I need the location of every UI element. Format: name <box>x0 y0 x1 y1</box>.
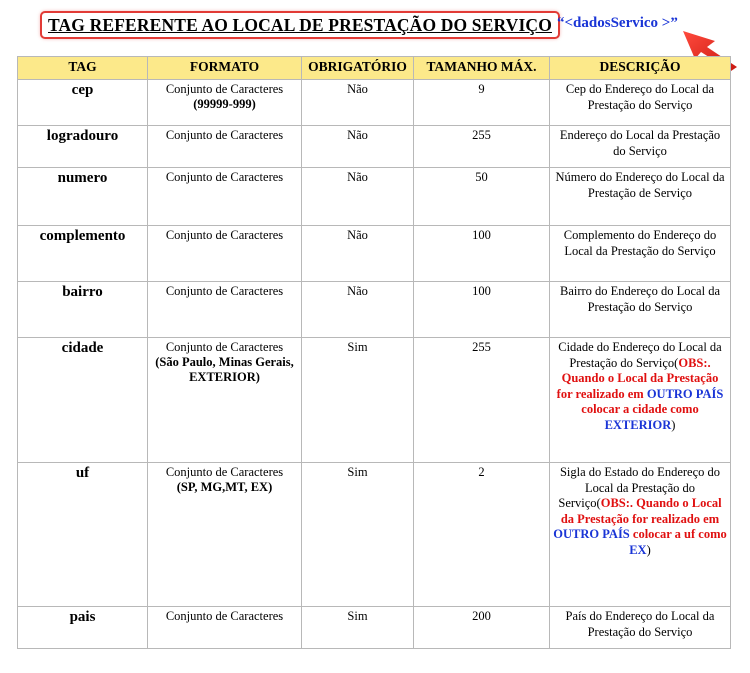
description-text: Cidade do Endereço do Local da Prestação do Serviço( <box>558 340 722 370</box>
header-tag: TAG <box>18 57 148 80</box>
format-text: Conjunto de Caracteres <box>165 465 284 479</box>
tag-reference: “<dadosServico >” <box>557 15 678 31</box>
description-cell <box>550 338 731 463</box>
heading-row <box>0 11 750 41</box>
format-cell <box>148 168 302 226</box>
obs-note: colocar a uf como <box>629 527 727 541</box>
required-cell: Não <box>302 168 414 226</box>
description-cell: Cep do Endereço do Local da Prestação do Serviço <box>550 80 731 126</box>
table-row <box>18 80 731 126</box>
required-cell: Sim <box>302 463 414 607</box>
obs-close: ) <box>646 542 651 557</box>
required-cell: Não <box>302 80 414 126</box>
obs-highlight: EX <box>629 542 647 557</box>
format-cell <box>148 282 302 338</box>
page-edge <box>0 668 750 673</box>
format-cell <box>148 126 302 168</box>
tag-cell: uf <box>18 463 148 607</box>
format-cell <box>148 226 302 282</box>
format-text: Conjunto de Caracteres <box>165 340 284 354</box>
required-cell: Sim <box>302 338 414 463</box>
obs-note: colocar a cidade como <box>581 402 699 416</box>
obs-close: ) <box>671 417 676 432</box>
table-row <box>18 463 731 607</box>
format-text: Conjunto de Caracteres <box>165 170 284 184</box>
description-text: Sigla do Estado do Endereço do Local da Prestação do Serviço( <box>558 465 721 510</box>
required-cell: Não <box>302 282 414 338</box>
max-size-cell: 9 <box>414 80 550 126</box>
tag-cell: numero <box>18 168 148 226</box>
format-cell <box>148 607 302 649</box>
header-format: FORMATO <box>148 57 302 80</box>
header-description: DESCRIÇÃO <box>550 57 731 80</box>
tag-cell: complemento <box>18 226 148 282</box>
tag-cell: cep <box>18 80 148 126</box>
max-size-cell: 100 <box>414 282 550 338</box>
format-text: Conjunto de Caracteres <box>165 228 284 242</box>
max-size-cell: 200 <box>414 607 550 649</box>
tag-cell: logradouro <box>18 126 148 168</box>
format-cell <box>148 463 302 607</box>
table-row <box>18 226 731 282</box>
obs-note: OBS:. Quando o Local da Prestação for realizado em <box>560 496 722 526</box>
format-cell <box>148 338 302 463</box>
description-cell: País do Endereço do Local da Prestação do Serviço <box>550 607 731 649</box>
obs-highlight: OUTRO PAÍS <box>553 527 630 541</box>
header-max-size: TAMANHO MÁX. <box>414 57 550 80</box>
max-size-cell: 2 <box>414 463 550 607</box>
header-required: OBRIGATÓRIO <box>302 57 414 80</box>
tag-cell: pais <box>18 607 148 649</box>
format-text: Conjunto de Caracteres <box>165 284 284 298</box>
description-cell: Endereço do Local da Prestação do Serviço <box>550 126 731 168</box>
tag-cell: cidade <box>18 338 148 463</box>
table-row <box>18 338 731 463</box>
obs-note: OBS:. Quando o Local da Prestação for realizado em <box>556 355 719 401</box>
description-cell: Bairro do Endereço do Local da Prestação do Serviço <box>550 282 731 338</box>
description-cell <box>550 463 731 607</box>
format-text: Conjunto de Caracteres <box>165 609 284 623</box>
tag-cell: bairro <box>18 282 148 338</box>
description-cell: Complemento do Endereço do Local da Prestação do Serviço <box>550 226 731 282</box>
spec-table <box>17 56 731 649</box>
required-cell: Não <box>302 126 414 168</box>
required-cell: Sim <box>302 607 414 649</box>
max-size-cell: 100 <box>414 226 550 282</box>
table-row <box>18 168 731 226</box>
required-cell: Não <box>302 226 414 282</box>
table-header-row <box>18 57 731 80</box>
page-title: TAG REFERENTE AO LOCAL DE PRESTAÇÃO DO SERVIÇO <box>48 14 552 35</box>
format-text: Conjunto de Caracteres <box>165 128 284 142</box>
max-size-cell: 50 <box>414 168 550 226</box>
format-detail: (São Paulo, Minas Gerais, EXTERIOR) <box>155 355 294 384</box>
title-box <box>40 11 560 39</box>
table-row <box>18 126 731 168</box>
format-text: Conjunto de Caracteres <box>165 82 284 96</box>
format-detail: (99999-999) <box>193 97 256 111</box>
max-size-cell: 255 <box>414 126 550 168</box>
description-cell: Número do Endereço do Local da Prestação de Serviço <box>550 168 731 226</box>
format-detail: (SP, MG,MT, EX) <box>176 480 273 494</box>
format-cell <box>148 80 302 126</box>
obs-highlight: EXTERIOR <box>604 417 672 432</box>
obs-highlight: OUTRO PAÍS <box>646 386 724 401</box>
table-row <box>18 607 731 649</box>
table-row <box>18 282 731 338</box>
max-size-cell: 255 <box>414 338 550 463</box>
